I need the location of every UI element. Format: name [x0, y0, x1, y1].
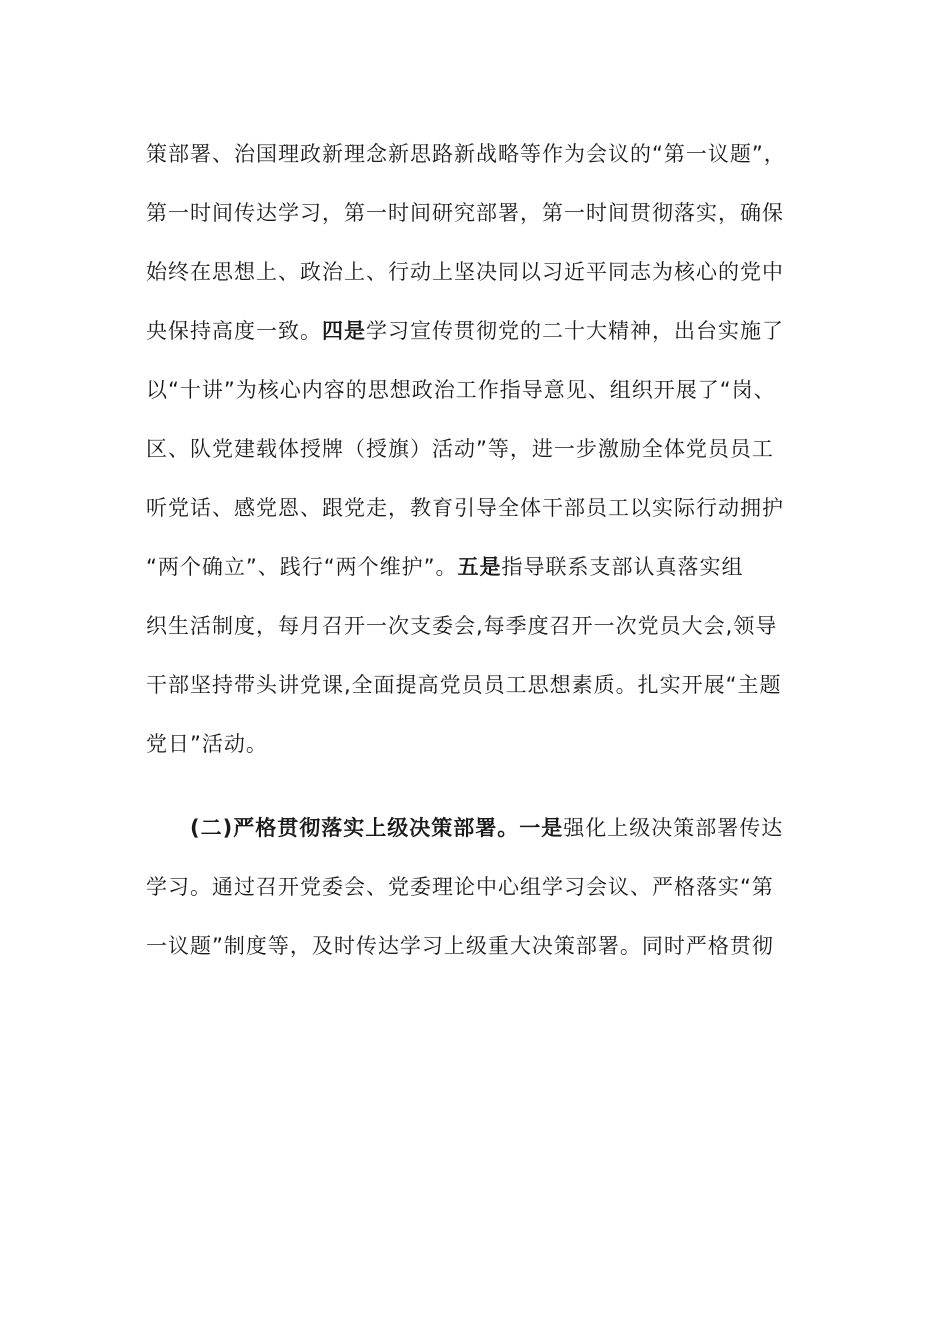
text-run: 学习宣传贯彻党的二十大精神，出台实施了 [366, 319, 784, 343]
body-text [146, 130, 826, 981]
text-line [146, 484, 826, 543]
text-line [146, 543, 826, 602]
text-run: 第一时间传达学习，第一时间研究部署，第一时间贯彻落实，确保 [146, 201, 784, 225]
text-run: 织生活制度，每月召开一次支委会,每季度召开一次党员大会,领导 [146, 614, 778, 638]
text-line [146, 661, 826, 720]
text-line [146, 189, 826, 248]
text-line [146, 863, 826, 922]
text-run: 党日”活动。 [146, 732, 268, 756]
bold-text-run: 四是 [322, 319, 366, 343]
text-line [146, 804, 826, 863]
bold-text-run: (二)严格贯彻落实上级决策部署。一是 [190, 816, 564, 840]
text-line [146, 602, 826, 661]
text-run: 始终在思想上、政治上、行动上坚决同以习近平同志为核心的党中 [146, 260, 784, 284]
text-run: 以“十讲”为核心内容的思想政治工作指导意见、组织开展了“岗、 [146, 378, 776, 402]
text-line [146, 425, 826, 484]
text-run: 策部署、治国理政新理念新思路新战略等作为会议的“第一议题”， [146, 142, 786, 166]
text-run: 强化上级决策部署传达 [563, 816, 784, 840]
text-line [146, 307, 826, 366]
text-run: 央保持高度一致。 [146, 319, 322, 343]
bold-text-run: 五是 [457, 555, 502, 579]
text-run: 一议题”制度等，及时传达学习上级重大决策部署。同时严格贯彻 [146, 934, 774, 958]
text-run: 指导联系支部认真落实组 [501, 555, 744, 579]
text-line [146, 922, 826, 981]
text-run: 听党话、感党恩、跟党走，教育引导全体干部员工以实际行动拥护 [146, 496, 784, 520]
text-run: “两个确立”、践行“两个维护”。 [146, 555, 458, 579]
text-line [146, 720, 826, 804]
text-line [146, 248, 826, 307]
text-line [146, 130, 826, 189]
text-line [146, 366, 826, 425]
text-run: 学习。通过召开党委会、党委理论中心组学习会议、严格落实“第 [146, 875, 774, 899]
text-run: 区、队党建载体授牌（授旗）活动”等，进一步激励全体党员员工 [146, 437, 774, 461]
text-run: 干部坚持带头讲党课,全面提高党员员工思想素质。扎实开展“主题 [146, 673, 782, 697]
